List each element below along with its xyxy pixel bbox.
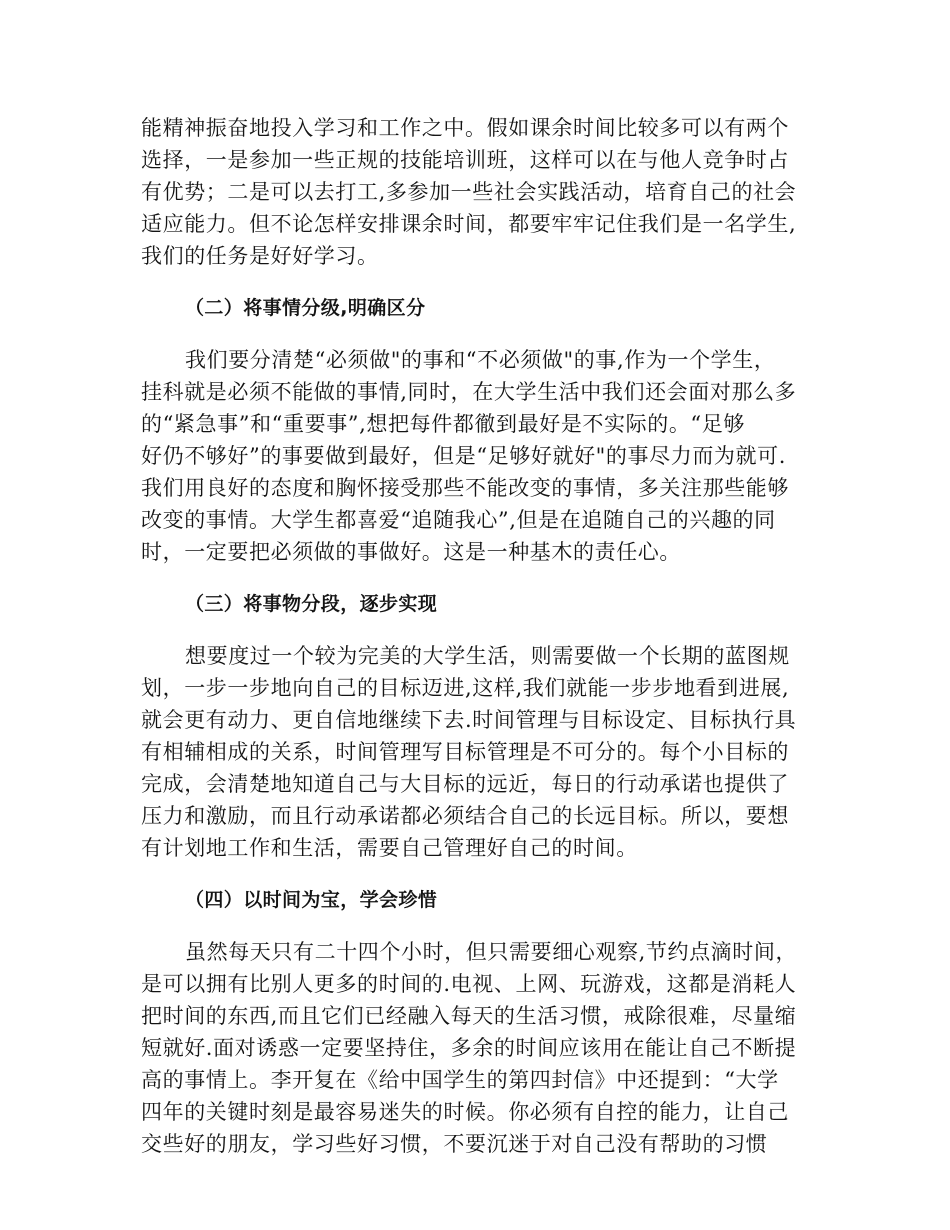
text-line: 的“紧急事”和“重要事”,想把每件都徹到最好是不实际的。“足够 bbox=[141, 412, 745, 436]
text-line: 把时间的东西,而且它们已经融入每天的生活习惯，戒除很难，尽量缩 bbox=[141, 1004, 797, 1028]
text-line: 我们用良好的态度和胸怀接受那些不能改变的事情，多关注那些能够 bbox=[141, 476, 789, 500]
text-line: 有相辅相成的关系，时间管理写目标管理是不可分的。每个小目标的 bbox=[141, 740, 789, 764]
section-heading-3: （三）将事物分段，逐步实现 bbox=[185, 593, 438, 615]
text-line: 有计划地工作和生活，需要自己管理好自己的时间。 bbox=[141, 836, 638, 860]
text-line: 短就好.面对诱惑一定要坚持住，多余的时间应该用在能让自己不断提 bbox=[141, 1036, 797, 1060]
text-line: 改变的事情。大学生都喜爱“追随我心”,但是在追随自己的兴趣的同 bbox=[141, 508, 776, 532]
text-line: 交些好的朋友，学习些好习惯，不要沉迷于对自己没有帮助的习惯 bbox=[141, 1132, 768, 1156]
text-line: 压力和激励，而且行动承诺都必须结合自己的长远目标。所以，要想 bbox=[141, 804, 789, 828]
text-line: 四年的关键时刻是最容易迷失的时候。你必须有自控的能力，让自己 bbox=[141, 1100, 789, 1124]
text-line: 有优势；二是可以去打工,多参加一些社会实践活动，培育自己的社会 bbox=[141, 180, 797, 204]
text-line: 划，一步一步地向自己的目标迈进,这样,我们就能一步步地看到进展, bbox=[141, 676, 790, 700]
text-line: 就会更有动力、更自信地继续下去.时间管理与目标设定、目标执行具 bbox=[141, 708, 797, 732]
text-line: 适应能力。但不论怎样安排课余时间，都要牢牢记住我们是一名学生, bbox=[141, 212, 797, 236]
text-line: 我们的任务是好好学习。 bbox=[141, 244, 379, 268]
document-body bbox=[141, 112, 821, 1160]
text-line: 高的事情上。李开复在《给中国学生的第四封信》中还提到：“大学 bbox=[141, 1068, 779, 1092]
text-line: 想要度过一个较为完美的大学生活，则需要做一个长期的蓝图规 bbox=[185, 644, 790, 668]
section-heading-2: （二）将事情分级,明确区分 bbox=[185, 297, 426, 319]
paragraph-course-time bbox=[141, 112, 821, 272]
text-line: 挂科就是必须不能做的事情,同时，在大学生活中我们还会面对那么多 bbox=[141, 380, 797, 404]
text-line: 时，一定要把必须做的事做好。这是一种基木的责任心。 bbox=[141, 540, 681, 564]
text-line: 虽然每天只有二十四个小时，但只需要细心观察,节约点滴时间， bbox=[185, 940, 798, 964]
paragraph-cherish-time bbox=[141, 936, 821, 1160]
text-line: 好仍不够好”的事要做到最好，但是“足够好就好"的事尽力而为就可. bbox=[141, 444, 787, 468]
text-line: 我们要分清楚“必须做"的事和“不必须做"的事,作为一个学生， bbox=[185, 348, 776, 372]
text-line: 能精神振奋地投入学习和工作之中。假如课余时间比较多可以有两个 bbox=[141, 116, 789, 140]
paragraph-prioritize bbox=[141, 344, 821, 568]
text-line: 是可以拥有比别人更多的时间的.电视、上网、玩游戏，这都是消耗人 bbox=[141, 972, 797, 996]
paragraph-staged-goals bbox=[141, 640, 821, 864]
text-line: 选择，一是参加一些正规的技能培训班，这样可以在与他人竞争时占 bbox=[141, 148, 789, 172]
text-line: 完成，会清楚地知道自己与大目标的远近，每日的行动承诺也提供了 bbox=[141, 772, 789, 796]
section-heading-4: （四）以时间为宝，学会珍惜 bbox=[185, 889, 438, 911]
